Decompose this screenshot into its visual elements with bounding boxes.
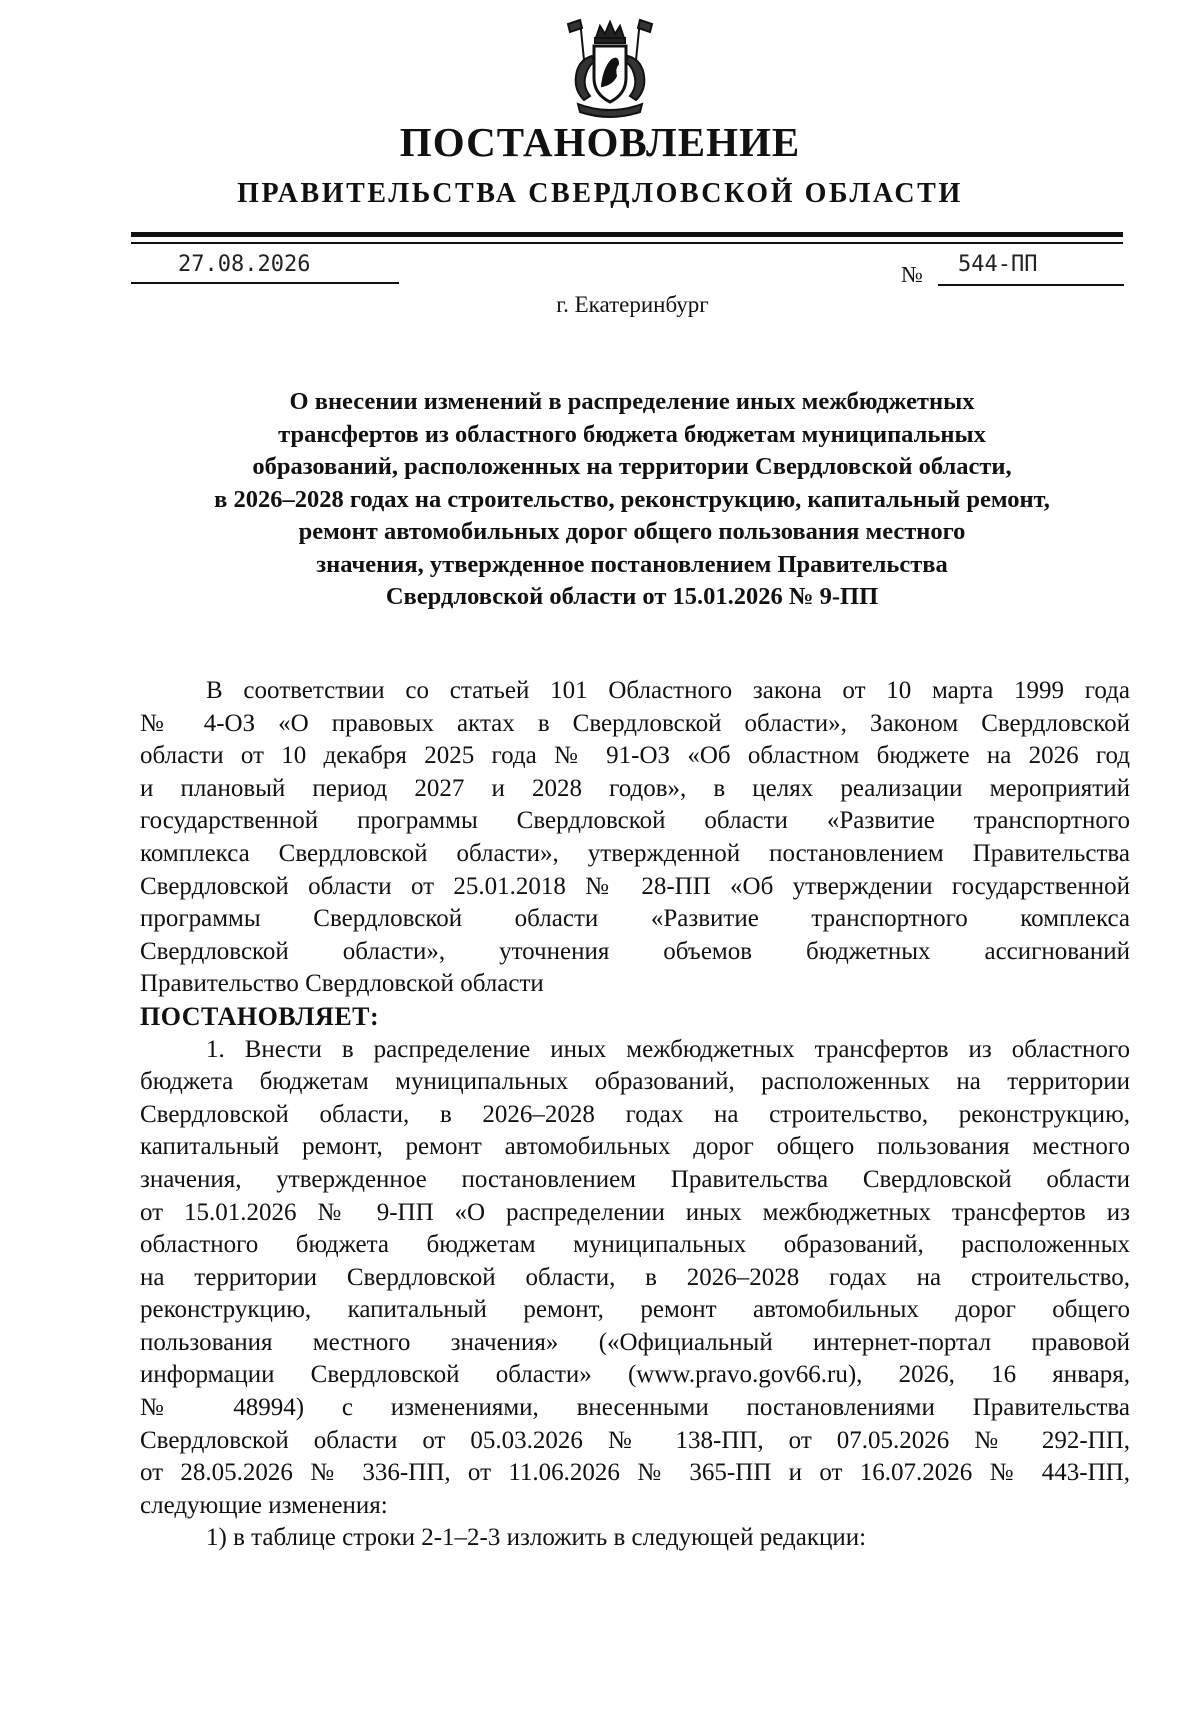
subitem-line: 1) в таблице строки 2-1–2-3 изложить в следующей редакции:	[206, 1524, 867, 1552]
document-type-heading: ПОСТАНОВЛЕНИЕ	[399, 119, 801, 165]
city-of-issue: г. Екатеринбург	[556, 292, 709, 317]
item1-line: капитальный ремонт, ремонт автомобильных дорог общего пользования местного	[140, 1133, 1130, 1161]
item1-line: областного бюджета бюджетам муниципальных образований, расположенных	[140, 1231, 1130, 1259]
item1-line: пользования местного значения» («Официальный интернет-портал правовой	[140, 1328, 1130, 1356]
document-date: 27.08.2026	[178, 252, 311, 277]
item1-line: информации Свердловской области» (www.pravo.gov66.ru), 2026, 16 января,	[140, 1361, 1130, 1389]
preamble-line: № 4-ОЗ «О правовых актах в Свердловской области», Законом Свердловской	[140, 709, 1130, 737]
preamble-line: Свердловской области», уточнения объемов бюджетных ассигнований	[140, 937, 1130, 965]
document-number: 544-ПП	[958, 252, 1038, 277]
preamble-line: Свердловской области от 25.01.2018 № 28-ПП «Об утверждении государственной	[140, 872, 1130, 900]
title-line: образований, расположенных на территории Свердловской области,	[252, 453, 1012, 480]
header-rule-thin	[131, 242, 1123, 244]
item1-line: № 48994) с изменениями, внесенными постановлениями Правительства	[140, 1394, 1130, 1422]
preamble-line: и плановый период 2027 и 2028 годов», в целях реализации мероприятий	[140, 774, 1130, 802]
preamble-line: В соответствии со статьей 101 Областного закона от 10 марта 1999 года	[206, 677, 1130, 704]
item1-line: Свердловской области от 05.03.2026 № 138-ПП, от 07.05.2026 № 292-ПП,	[140, 1426, 1130, 1454]
item1-line: от 15.01.2026 № 9-ПП «О распределении иных межбюджетных трансфертов из	[140, 1198, 1130, 1226]
item1-line: Свердловской области, в 2026–2028 годах на строительство, реконструкцию,	[140, 1100, 1130, 1128]
item1-line: от 28.05.2026 № 336-ПП, от 11.06.2026 № 365-ПП и от 16.07.2026 № 443-ПП,	[140, 1459, 1130, 1487]
resolves-heading: ПОСТАНОВЛЯЕТ:	[140, 1001, 380, 1031]
number-sign: №	[901, 262, 923, 287]
title-line: О внесении изменений в распределение иных межбюджетных	[289, 388, 975, 415]
title-line: в 2026–2028 годах на строительство, реконструкцию, капитальный ремонт,	[214, 485, 1050, 513]
item1-line: бюджета бюджетам муниципальных образований, расположенных на территории	[140, 1068, 1130, 1096]
preamble-line: программы Свердловской области «Развитие транспортного комплекса	[140, 905, 1130, 933]
title-line: Свердловской области от 15.01.2026 № 9-ПП	[385, 583, 879, 610]
issuer-heading: ПРАВИТЕЛЬСТВА СВЕРДЛОВСКОЙ ОБЛАСТИ	[237, 178, 963, 209]
item1-line: значения, утвержденное постановлением Правительства Свердловской области	[140, 1165, 1130, 1193]
number-underline	[938, 284, 1124, 286]
coat-of-arms-icon	[560, 16, 660, 120]
title-line: трансфертов из областного бюджета бюджетам муниципальных	[278, 420, 986, 448]
preamble-line: государственной программы Свердловской области «Развитие транспортного	[140, 807, 1130, 835]
date-underline	[131, 282, 399, 284]
title-line: значения, утвержденное постановлением Правительства	[316, 550, 948, 578]
document-body	[140, 675, 1130, 1555]
item1-line: следующие изменения:	[140, 1491, 388, 1519]
item1-line: реконструкцию, капитальный ремонт, ремонт автомобильных дорог общего	[140, 1296, 1130, 1324]
header-rule-thick	[131, 232, 1123, 237]
item1-line: на территории Свердловской области, в 2026–2028 годах на строительство,	[140, 1263, 1130, 1291]
preamble-line: области от 10 декабря 2025 года № 91-ОЗ «Об областном бюджете на 2026 год	[140, 742, 1130, 770]
item1-line: 1. Внести в распределение иных межбюджетных трансфертов из областного	[206, 1035, 1130, 1063]
preamble-line: комплекса Свердловской области», утвержденной постановлением Правительства	[140, 839, 1130, 867]
document-title	[140, 386, 1124, 614]
preamble-line: Правительство Свердловской области	[140, 970, 544, 998]
title-line: ремонт автомобильных дорог общего пользования местного	[298, 518, 966, 545]
